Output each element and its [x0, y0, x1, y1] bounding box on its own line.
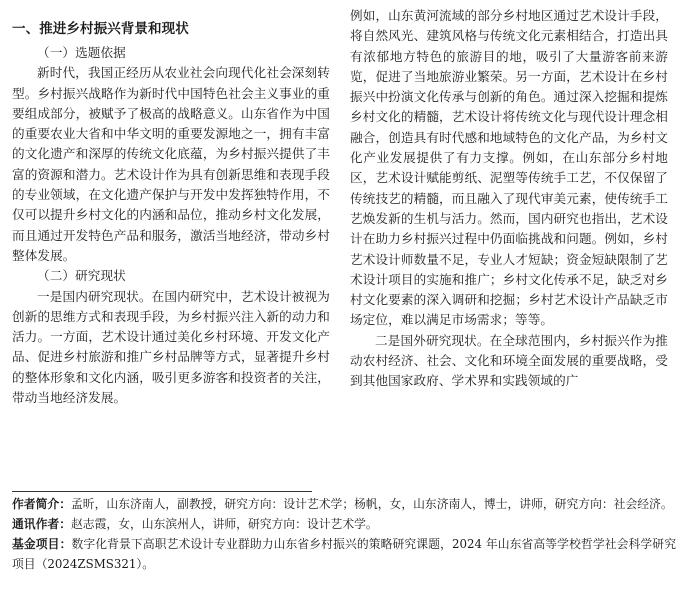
paragraph-domestic-research: 一是国内研究现状。在国内研究中，艺术设计被视为创新的思维方式和表现手段，为乡村振兴注入新的动力和活力。一方面，艺术设计通过美化乡村环境、开发文化产品、促进乡村旅游和推广乡村品牌等方式，显著提升乡村的整体形象和文化内涵，吸引更多游客和投资者的关注，带动当地经济发展。: [12, 288, 330, 406]
paragraph-domestic-research-continued: 例如，山东黄河流域的部分乡村地区通过艺术设计手段，将自然风光、建筑风格与传统文化元素相结合，打造出具有浓郁地方特色的旅游目的地，吸引了大量游客前来游览，促进了当地旅游业繁荣。另一方面，艺术设计在乡村振兴中扮演文化传承与创新的角色。通过深入挖掘和提炼乡村文化的精髓，艺术设计将传统文化与现代设计理念相融合，创造具有时代感和地域特色的文化产品，为乡村文化产业发展提供了有力支撑。例如，在山东部分乡村地区，艺术设计赋能剪纸、泥塑等传统手工艺，不仅保留了传统技艺的精髓，而且融入了现代审美元素，使传统手工艺焕发新的生机与活力。然而，国内研究也指出，艺术设计在助力乡村振兴过程中仍面临挑战和问题。例如，乡村艺术设计师数量不足，专业人才短缺；资金短缺限制了艺术设计项目的实施和推广；乡村文化传承不足，缺乏对乡村文化要素的深入调研和挖掘；乡村艺术设计产品缺乏市场定位，难以满足市场需求；等等。: [350, 8, 668, 328]
footnotes: [12, 494, 676, 574]
corresponding-author-label: 通讯作者：: [12, 517, 71, 531]
paragraph-basis: 新时代，我国正经历从农业社会向现代化社会深刻转型。乡村振兴战略作为新时代中国特色社会主义事业的重要组成部分，被赋予了极高的战略意义。山东省作为中国的重要农业大省和中华文明的重要发源地之一，拥有丰富的文化遗产和深厚的传统文化底蕴，为乡村振兴提供了丰富的资源和潜力。艺术设计作为具有创新思维和表现手段的专业领域，在文化遗产保护与开发中发挥独特作用，不仅可以提升乡村文化的内涵和品位，推动乡村文化发展，而且通过开发特色产品和服务，激活当地经济，带动乡村整体发展。: [12, 65, 330, 263]
fund-note: [12, 534, 676, 574]
left-column: [12, 6, 330, 408]
author-bio-note: [12, 494, 676, 514]
corresponding-author-text: 赵志霞，女，山东滨州人，讲师，研究方向：设计艺术学。: [71, 517, 378, 531]
fund-label: 基金项目：: [12, 537, 72, 551]
author-bio-label: 作者简介：: [12, 497, 71, 511]
footnote-divider: [12, 491, 312, 492]
corresponding-author-note: [12, 514, 676, 534]
author-bio-text: 孟昕，山东济南人，副教授，研究方向：设计艺术学；杨帆，女，山东济南人，博士，讲师，研究方向：社会经济。: [71, 497, 673, 511]
fund-text: 数字化背景下高职艺术设计专业群助力山东省乡村振兴的策略研究课题，2024 年山东省高等学校哲学社会科学研究项目（2024ZSMS321）。: [12, 537, 676, 571]
subsection-heading-status: （二）研究现状: [37, 268, 126, 284]
subsection-heading-basis: （一）选题依据: [37, 45, 126, 60]
section-heading: 一、推进乡村振兴背景和现状: [12, 21, 189, 37]
right-column: [350, 6, 668, 392]
paragraph-foreign-research: 二是国外研究现状。在全球范围内，乡村振兴作为推动农村经济、社会、文化和环境全面发展的重要战略，受到其他国家政府、学术界和实践领域的广: [350, 332, 668, 389]
